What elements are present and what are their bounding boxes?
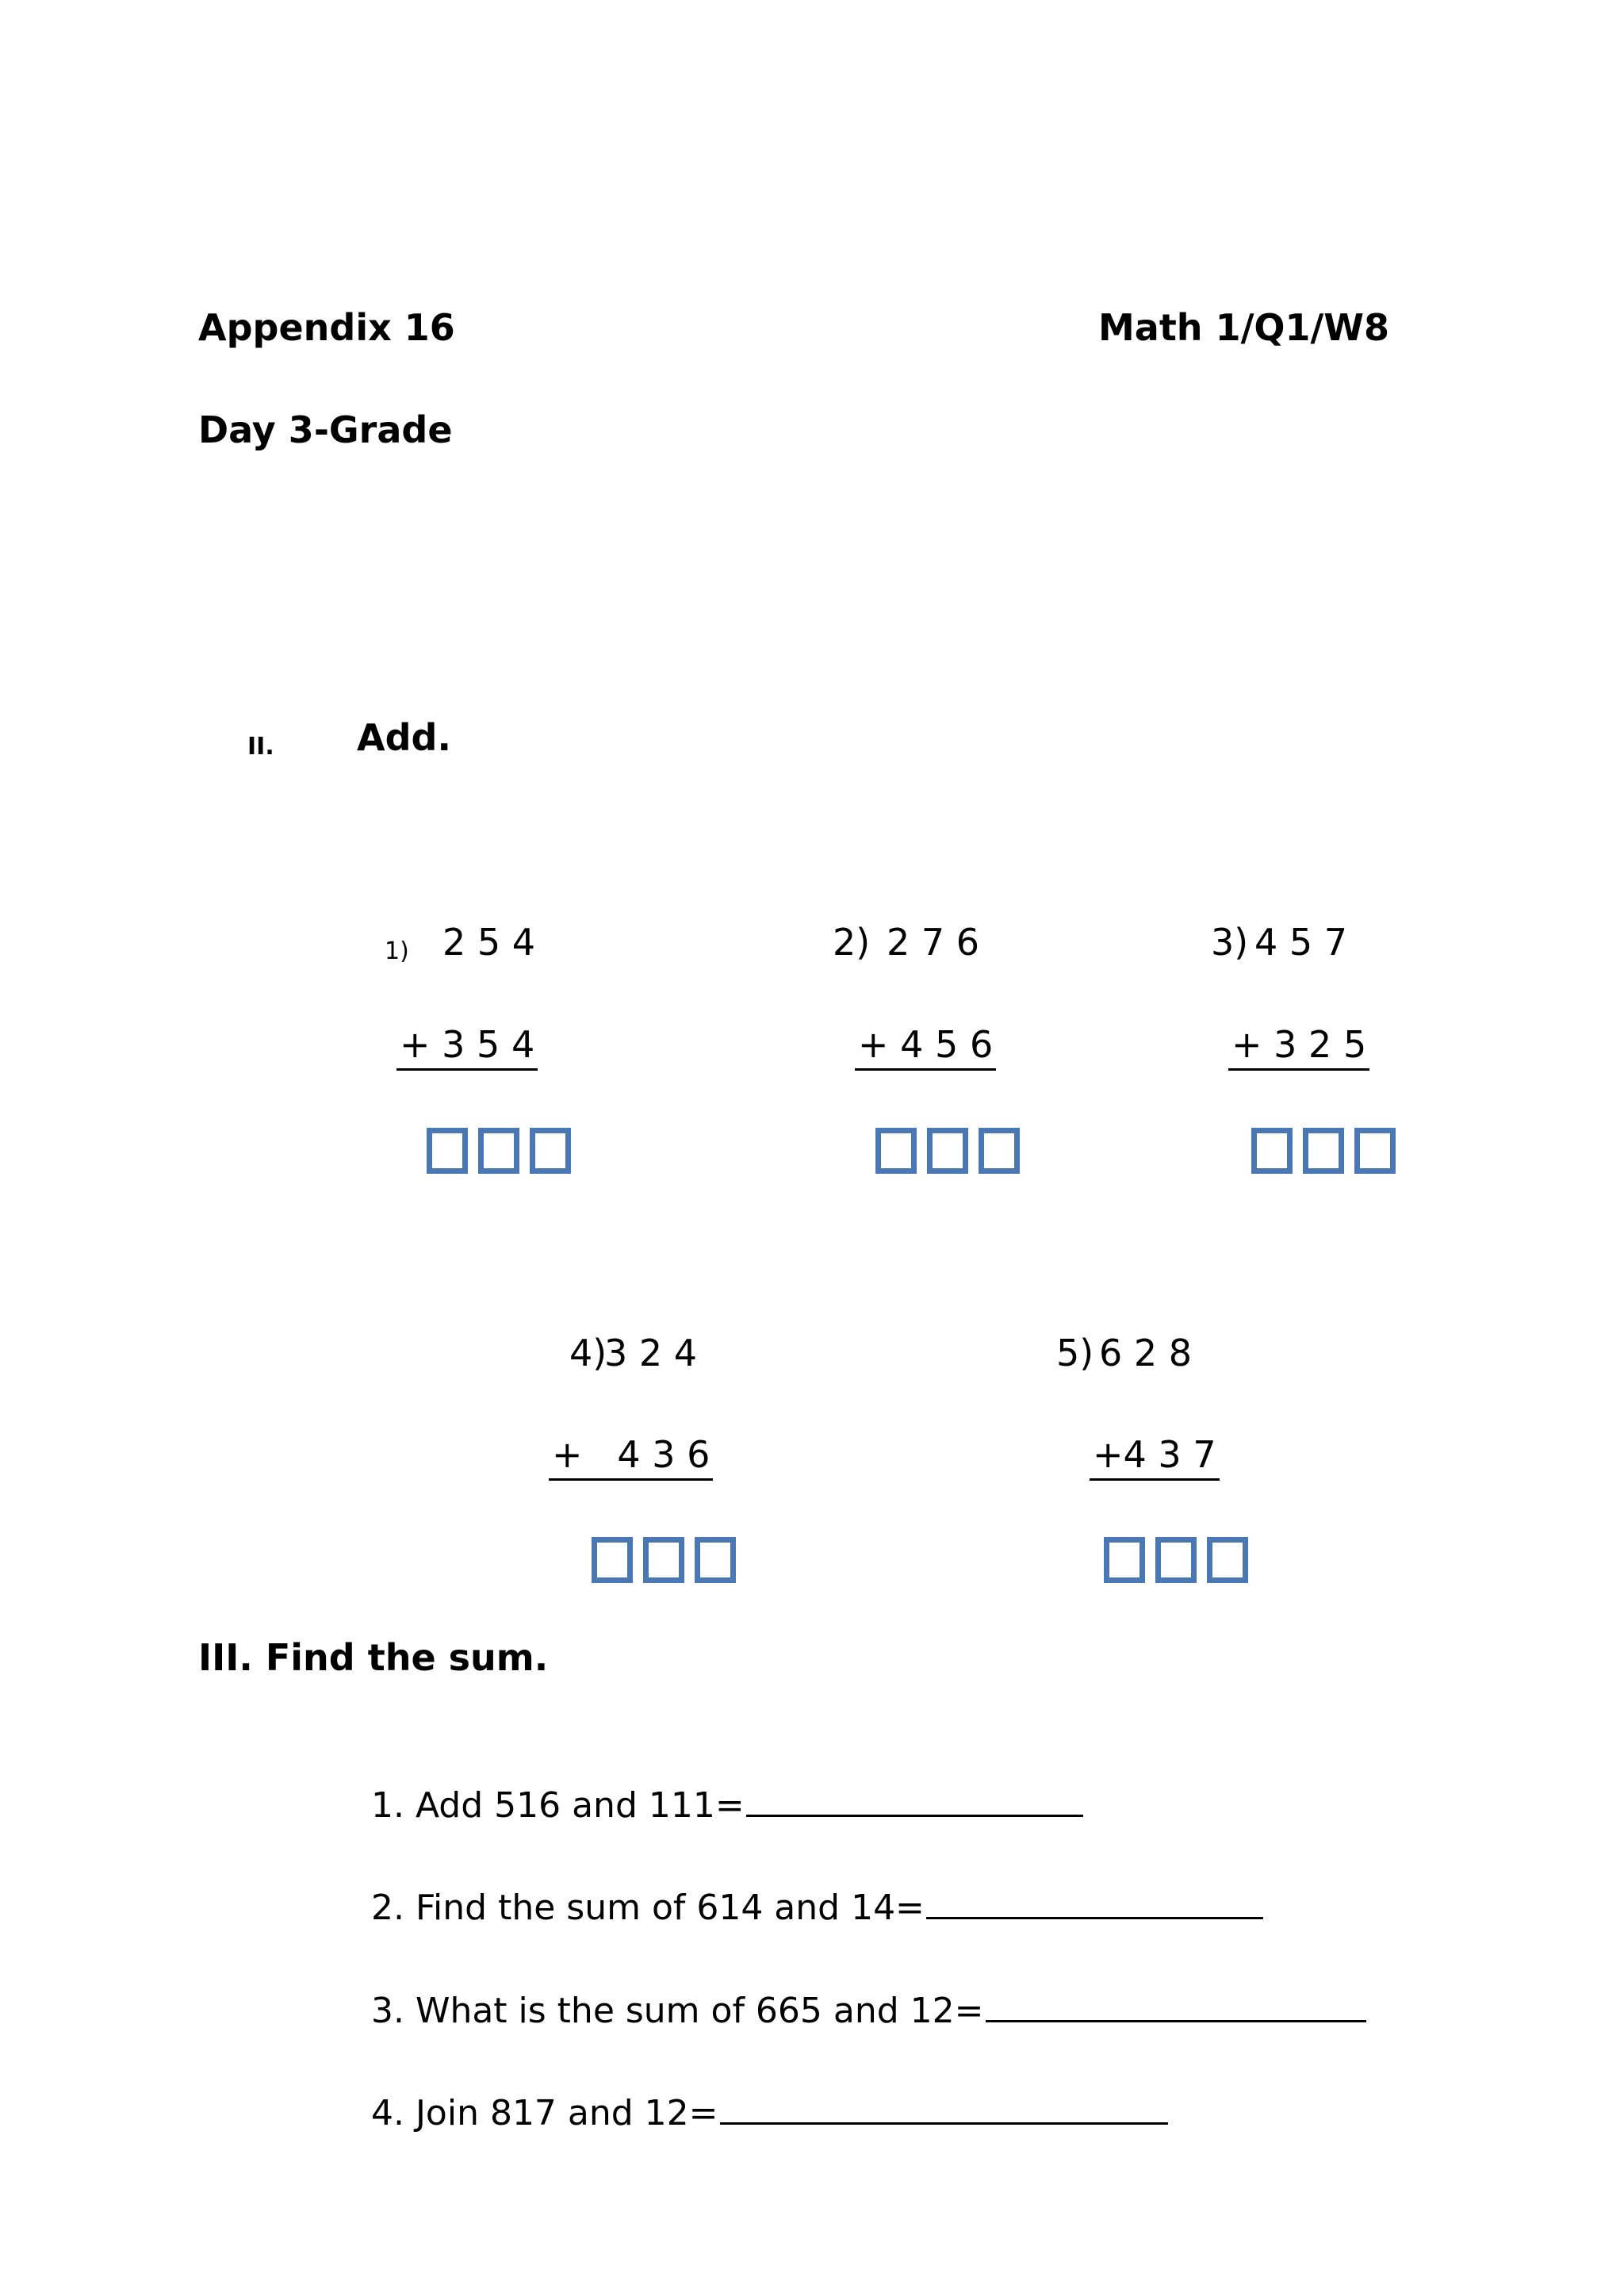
- answer-box[interactable]: [1207, 1537, 1248, 1583]
- sum-question-2: [349, 1842, 1263, 1930]
- sum-question-2-text: 2. Find the sum of 614 and 14=: [370, 1888, 925, 1928]
- problem-4-label: 4): [569, 1332, 607, 1374]
- problem-2-answer-boxes: [875, 1128, 1020, 1174]
- answer-box[interactable]: [427, 1128, 468, 1174]
- appendix-title: Appendix 16: [198, 306, 455, 349]
- problem-2-top-addend: 2 7 6: [887, 921, 980, 964]
- section-3-title: III. Find the sum.: [198, 1636, 549, 1679]
- problem-1-top-addend: 2 5 4: [442, 921, 536, 964]
- answer-box[interactable]: [875, 1128, 917, 1174]
- problem-3-answer-boxes: [1251, 1128, 1396, 1174]
- answer-box[interactable]: [1155, 1537, 1197, 1583]
- course-code: Math 1/Q1/W8: [1098, 306, 1390, 349]
- problem-4-bottom-addend: + 4 3 6: [549, 1432, 713, 1481]
- sum-question-4-text: 4. Join 817 and 12=: [370, 2093, 718, 2133]
- sum-question-1-text: 1. Add 516 and 111=: [370, 1785, 745, 1826]
- problem-5-top-addend: 6 2 8: [1099, 1332, 1193, 1374]
- answer-line-2[interactable]: [926, 1916, 1263, 1919]
- sum-question-1: [349, 1739, 1083, 1828]
- answer-box[interactable]: [927, 1128, 968, 1174]
- answer-box[interactable]: [1354, 1128, 1396, 1174]
- day-grade-label: Day 3-Grade: [198, 408, 453, 451]
- problem-1-answer-boxes: [427, 1128, 571, 1174]
- answer-box[interactable]: [643, 1537, 684, 1583]
- sum-question-3: [349, 1945, 1366, 2033]
- problem-5-label: 5): [1056, 1332, 1094, 1374]
- answer-box[interactable]: [695, 1537, 736, 1583]
- sum-question-4: [349, 2047, 1168, 2136]
- problem-3-bottom-addend: + 3 2 5: [1228, 1022, 1369, 1071]
- problem-4-answer-boxes: [592, 1537, 736, 1583]
- problem-1-label: 1): [385, 937, 409, 965]
- section-2-title: Add.: [357, 716, 451, 759]
- answer-line-3[interactable]: [986, 2019, 1366, 2022]
- answer-box[interactable]: [1303, 1128, 1344, 1174]
- sum-question-3-text: 3. What is the sum of 665 and 12=: [370, 1991, 984, 2031]
- problem-5-bottom-addend: +4 3 7: [1090, 1432, 1220, 1481]
- answer-box[interactable]: [478, 1128, 519, 1174]
- answer-box[interactable]: [979, 1128, 1020, 1174]
- problem-4-top-addend: 3 2 4: [604, 1332, 698, 1374]
- section-2-number: II.: [247, 733, 274, 761]
- answer-box[interactable]: [530, 1128, 571, 1174]
- problem-3-label: 3): [1211, 921, 1249, 964]
- answer-line-1[interactable]: [746, 1814, 1083, 1817]
- answer-box[interactable]: [1104, 1537, 1145, 1583]
- problem-2-bottom-addend: + 4 5 6: [855, 1022, 996, 1071]
- problem-3-top-addend: 4 5 7: [1254, 921, 1348, 964]
- problem-5-answer-boxes: [1104, 1537, 1248, 1583]
- problem-1-bottom-addend: + 3 5 4: [396, 1022, 538, 1071]
- answer-box[interactable]: [592, 1537, 633, 1583]
- answer-box[interactable]: [1251, 1128, 1293, 1174]
- answer-line-4[interactable]: [720, 2122, 1168, 2125]
- problem-2-label: 2): [833, 921, 871, 964]
